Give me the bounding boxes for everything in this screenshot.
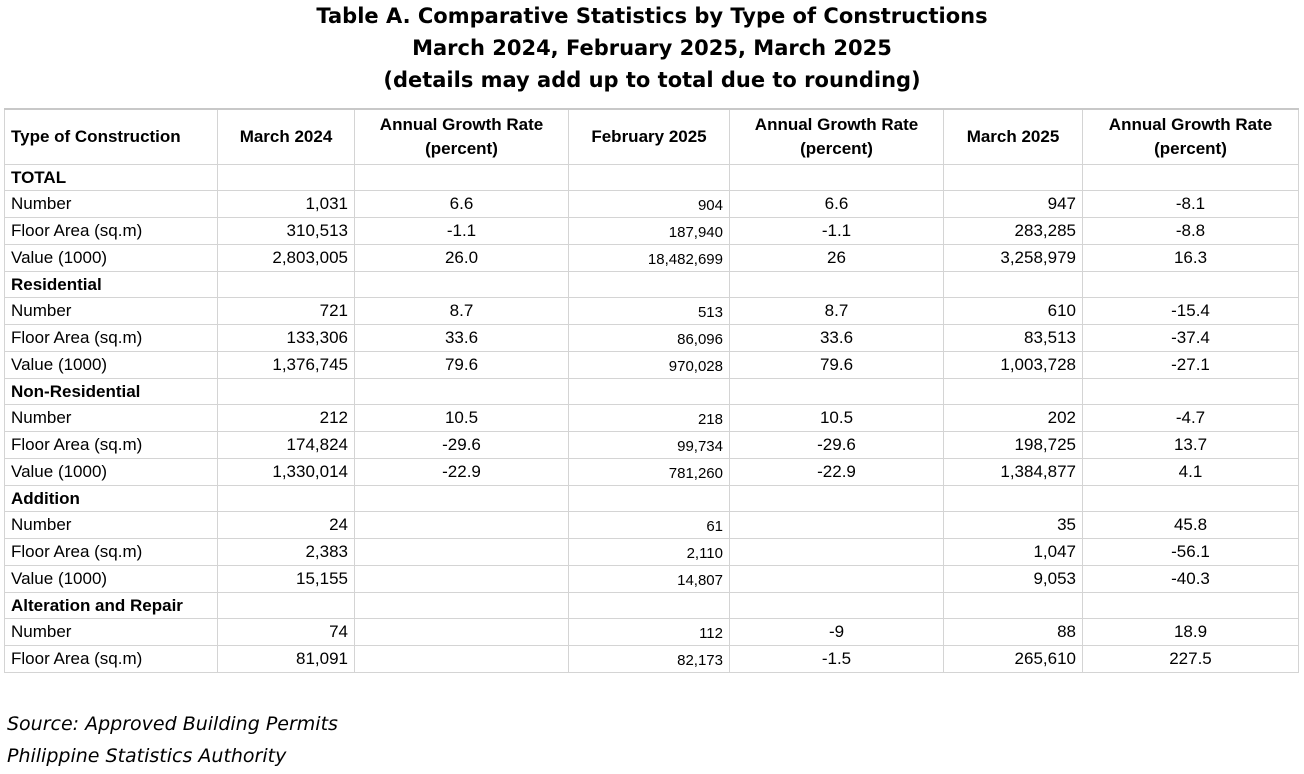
cell-feb2025: 99,734: [569, 432, 730, 459]
cell-label: Value (1000): [5, 245, 218, 272]
cell-mar2024: 1,031: [218, 191, 355, 218]
cell-feb2025: 781,260: [569, 459, 730, 486]
header-rate-2: Annual Growth Rate (percent): [730, 109, 944, 165]
cell-rate3: 4.1: [1083, 459, 1299, 486]
cell-feb2025: 970,028: [569, 352, 730, 379]
cell-mar2024: 2,383: [218, 539, 355, 566]
empty-cell: [218, 165, 355, 191]
source-line-2: Philippine Statistics Authority: [7, 745, 287, 767]
empty-cell: [218, 272, 355, 298]
statistics-table: [4, 108, 1299, 673]
empty-cell: [1083, 593, 1299, 619]
cell-feb2025: 2,110: [569, 539, 730, 566]
section-row: [5, 486, 1299, 512]
cell-rate1: 26.0: [355, 245, 569, 272]
empty-cell: [944, 165, 1083, 191]
cell-feb2025: 218: [569, 405, 730, 432]
empty-cell: [730, 272, 944, 298]
cell-feb2025: 18,482,699: [569, 245, 730, 272]
cell-label: Floor Area (sq.m): [5, 325, 218, 352]
cell-mar2024: 174,824: [218, 432, 355, 459]
section-label: TOTAL: [5, 165, 218, 191]
table-row: [5, 566, 1299, 593]
empty-cell: [730, 486, 944, 512]
cell-feb2025: 14,807: [569, 566, 730, 593]
cell-feb2025: 61: [569, 512, 730, 539]
cell-rate2: 10.5: [730, 405, 944, 432]
cell-rate1: [355, 646, 569, 673]
empty-cell: [569, 165, 730, 191]
cell-rate1: -22.9: [355, 459, 569, 486]
section-label: Addition: [5, 486, 218, 512]
cell-mar2025: 202: [944, 405, 1083, 432]
cell-rate2: -22.9: [730, 459, 944, 486]
cell-mar2025: 947: [944, 191, 1083, 218]
cell-rate2: -9: [730, 619, 944, 646]
cell-rate1: -1.1: [355, 218, 569, 245]
cell-label: Number: [5, 298, 218, 325]
cell-rate3: -4.7: [1083, 405, 1299, 432]
title-line-1: Table A. Comparative Statistics by Type of Constructions: [316, 4, 988, 28]
cell-mar2025: 283,285: [944, 218, 1083, 245]
cell-rate3: -8.8: [1083, 218, 1299, 245]
cell-mar2024: 81,091: [218, 646, 355, 673]
table-row: [5, 512, 1299, 539]
cell-rate1: 79.6: [355, 352, 569, 379]
cell-rate2: -1.1: [730, 218, 944, 245]
table-row: [5, 298, 1299, 325]
cell-mar2024: 2,803,005: [218, 245, 355, 272]
cell-label: Floor Area (sq.m): [5, 646, 218, 673]
table-row: [5, 191, 1299, 218]
cell-rate2: 79.6: [730, 352, 944, 379]
header-row: [5, 109, 1299, 165]
cell-mar2025: 610: [944, 298, 1083, 325]
cell-rate3: -27.1: [1083, 352, 1299, 379]
header-march-2025: March 2025: [944, 109, 1083, 165]
cell-feb2025: 82,173: [569, 646, 730, 673]
cell-rate2: [730, 512, 944, 539]
cell-rate2: 26: [730, 245, 944, 272]
cell-mar2025: 88: [944, 619, 1083, 646]
cell-mar2024: 15,155: [218, 566, 355, 593]
empty-cell: [944, 272, 1083, 298]
empty-cell: [355, 593, 569, 619]
header-rate-1: Annual Growth Rate (percent): [355, 109, 569, 165]
empty-cell: [218, 593, 355, 619]
cell-label: Floor Area (sq.m): [5, 218, 218, 245]
cell-rate2: 6.6: [730, 191, 944, 218]
cell-rate3: 18.9: [1083, 619, 1299, 646]
table-row: [5, 646, 1299, 673]
cell-rate1: [355, 566, 569, 593]
cell-feb2025: 112: [569, 619, 730, 646]
section-row: [5, 593, 1299, 619]
table-row: [5, 619, 1299, 646]
cell-mar2024: 74: [218, 619, 355, 646]
empty-cell: [730, 165, 944, 191]
cell-label: Value (1000): [5, 566, 218, 593]
cell-rate2: [730, 539, 944, 566]
section-row: [5, 165, 1299, 191]
table-row: [5, 432, 1299, 459]
header-rate-3: Annual Growth Rate (percent): [1083, 109, 1299, 165]
cell-label: Floor Area (sq.m): [5, 539, 218, 566]
cell-mar2025: 265,610: [944, 646, 1083, 673]
cell-rate2: -29.6: [730, 432, 944, 459]
empty-cell: [944, 379, 1083, 405]
cell-rate3: 45.8: [1083, 512, 1299, 539]
cell-rate3: -8.1: [1083, 191, 1299, 218]
cell-rate3: -40.3: [1083, 566, 1299, 593]
cell-mar2025: 9,053: [944, 566, 1083, 593]
cell-label: Number: [5, 619, 218, 646]
cell-label: Number: [5, 512, 218, 539]
cell-rate2: 8.7: [730, 298, 944, 325]
section-label: Residential: [5, 272, 218, 298]
cell-label: Value (1000): [5, 459, 218, 486]
empty-cell: [218, 486, 355, 512]
header-type: Type of Construction: [5, 109, 218, 165]
cell-mar2024: 133,306: [218, 325, 355, 352]
cell-rate2: -1.5: [730, 646, 944, 673]
cell-rate3: 13.7: [1083, 432, 1299, 459]
title-line-3: (details may add up to total due to rounding): [383, 68, 921, 92]
empty-cell: [1083, 165, 1299, 191]
header-march-2024: March 2024: [218, 109, 355, 165]
cell-mar2024: 721: [218, 298, 355, 325]
cell-rate1: 6.6: [355, 191, 569, 218]
empty-cell: [569, 593, 730, 619]
cell-label: Floor Area (sq.m): [5, 432, 218, 459]
empty-cell: [1083, 272, 1299, 298]
table-row: [5, 245, 1299, 272]
cell-feb2025: 86,096: [569, 325, 730, 352]
cell-mar2025: 1,047: [944, 539, 1083, 566]
table-body: [5, 165, 1299, 673]
empty-cell: [944, 593, 1083, 619]
cell-feb2025: 513: [569, 298, 730, 325]
empty-cell: [355, 272, 569, 298]
cell-rate3: -15.4: [1083, 298, 1299, 325]
cell-label: Number: [5, 405, 218, 432]
cell-mar2025: 1,384,877: [944, 459, 1083, 486]
table-row: [5, 539, 1299, 566]
cell-mar2025: 1,003,728: [944, 352, 1083, 379]
cell-label: Number: [5, 191, 218, 218]
cell-mar2025: 83,513: [944, 325, 1083, 352]
cell-rate3: -56.1: [1083, 539, 1299, 566]
empty-cell: [218, 379, 355, 405]
cell-rate1: -29.6: [355, 432, 569, 459]
cell-label: Value (1000): [5, 352, 218, 379]
source-note: [7, 708, 338, 772]
empty-cell: [569, 379, 730, 405]
section-row: [5, 379, 1299, 405]
section-label: Alteration and Repair: [5, 593, 218, 619]
table-row: [5, 325, 1299, 352]
title-line-2: March 2024, February 2025, March 2025: [412, 36, 892, 60]
empty-cell: [944, 486, 1083, 512]
section-label: Non-Residential: [5, 379, 218, 405]
cell-rate1: [355, 619, 569, 646]
empty-cell: [730, 379, 944, 405]
cell-mar2024: 310,513: [218, 218, 355, 245]
cell-rate2: [730, 566, 944, 593]
table-row: [5, 405, 1299, 432]
cell-rate1: [355, 539, 569, 566]
table-title: [0, 0, 1304, 96]
cell-feb2025: 904: [569, 191, 730, 218]
cell-mar2025: 3,258,979: [944, 245, 1083, 272]
cell-rate3: 16.3: [1083, 245, 1299, 272]
section-row: [5, 272, 1299, 298]
cell-mar2025: 198,725: [944, 432, 1083, 459]
table-row: [5, 352, 1299, 379]
table-row: [5, 218, 1299, 245]
empty-cell: [569, 272, 730, 298]
cell-rate1: 33.6: [355, 325, 569, 352]
empty-cell: [355, 486, 569, 512]
cell-rate3: 227.5: [1083, 646, 1299, 673]
cell-mar2025: 35: [944, 512, 1083, 539]
cell-feb2025: 187,940: [569, 218, 730, 245]
cell-mar2024: 24: [218, 512, 355, 539]
table-row: [5, 459, 1299, 486]
cell-rate1: 10.5: [355, 405, 569, 432]
cell-rate3: -37.4: [1083, 325, 1299, 352]
empty-cell: [355, 379, 569, 405]
cell-mar2024: 1,376,745: [218, 352, 355, 379]
cell-mar2024: 1,330,014: [218, 459, 355, 486]
empty-cell: [1083, 486, 1299, 512]
empty-cell: [730, 593, 944, 619]
empty-cell: [569, 486, 730, 512]
cell-rate1: 8.7: [355, 298, 569, 325]
cell-rate1: [355, 512, 569, 539]
empty-cell: [1083, 379, 1299, 405]
cell-mar2024: 212: [218, 405, 355, 432]
empty-cell: [355, 165, 569, 191]
source-line-1: Source: Approved Building Permits: [7, 713, 338, 735]
header-february-2025: February 2025: [569, 109, 730, 165]
cell-rate2: 33.6: [730, 325, 944, 352]
